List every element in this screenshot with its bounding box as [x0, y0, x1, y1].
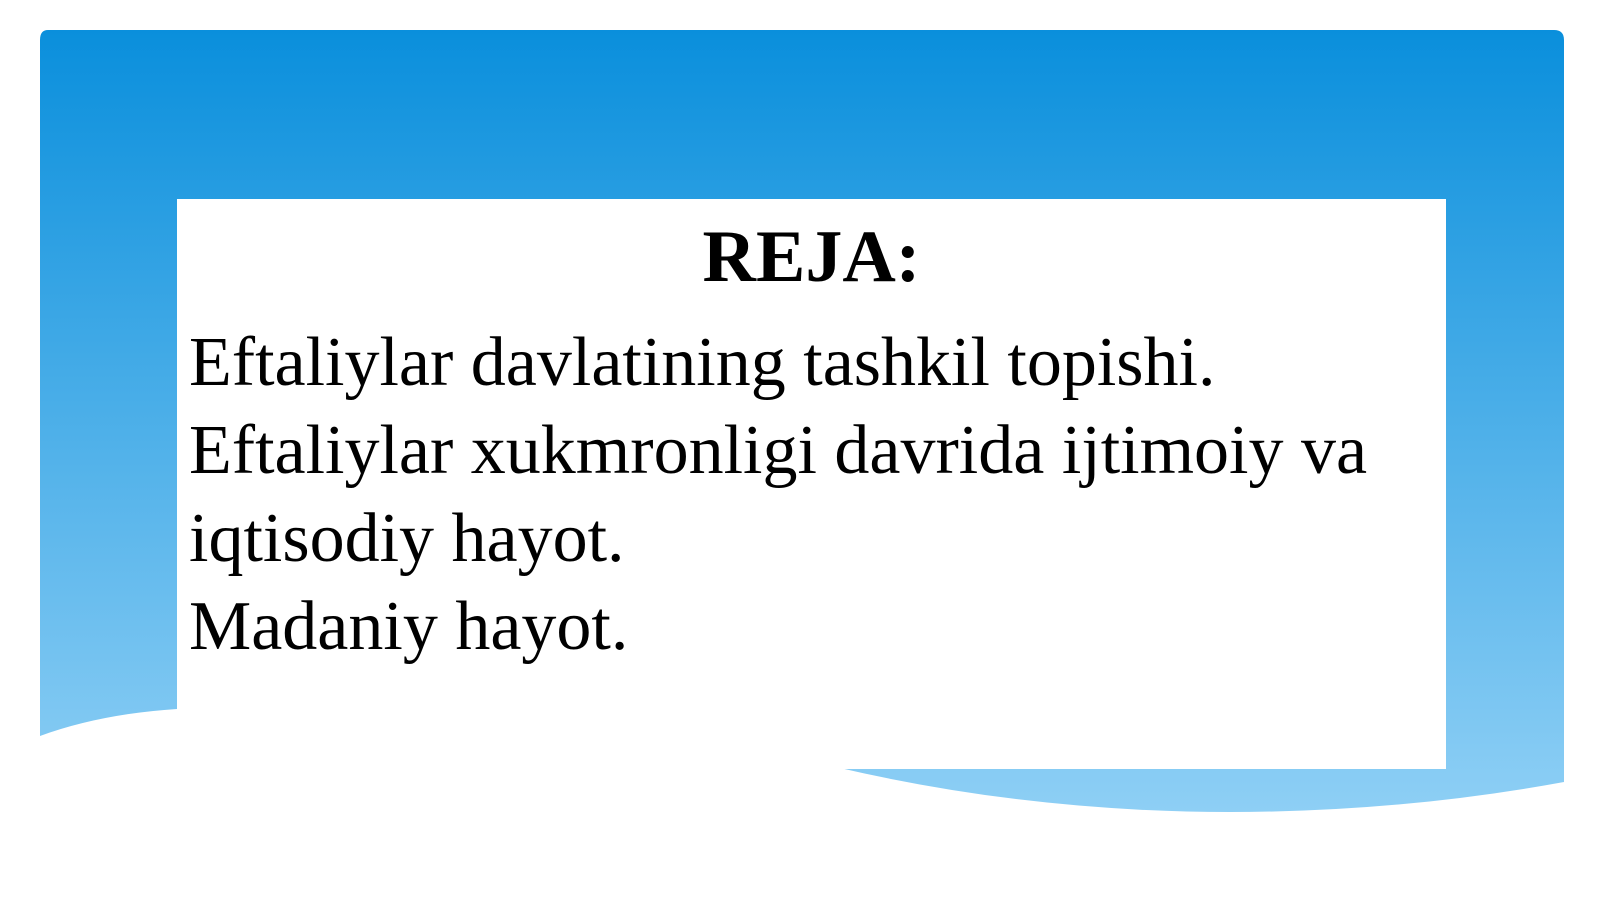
content-box	[177, 199, 1446, 769]
plan-item: Eftaliylar davlatining tashkil topishi.	[189, 324, 1216, 401]
slide-title: REJA:	[702, 216, 921, 298]
plan-item: Eftaliylar xukmronligi davrida ijtimoiy va iqtisodiy hayot.	[189, 412, 1368, 577]
plan-item: Madaniy hayot.	[189, 588, 629, 665]
plan-list	[189, 319, 1434, 671]
